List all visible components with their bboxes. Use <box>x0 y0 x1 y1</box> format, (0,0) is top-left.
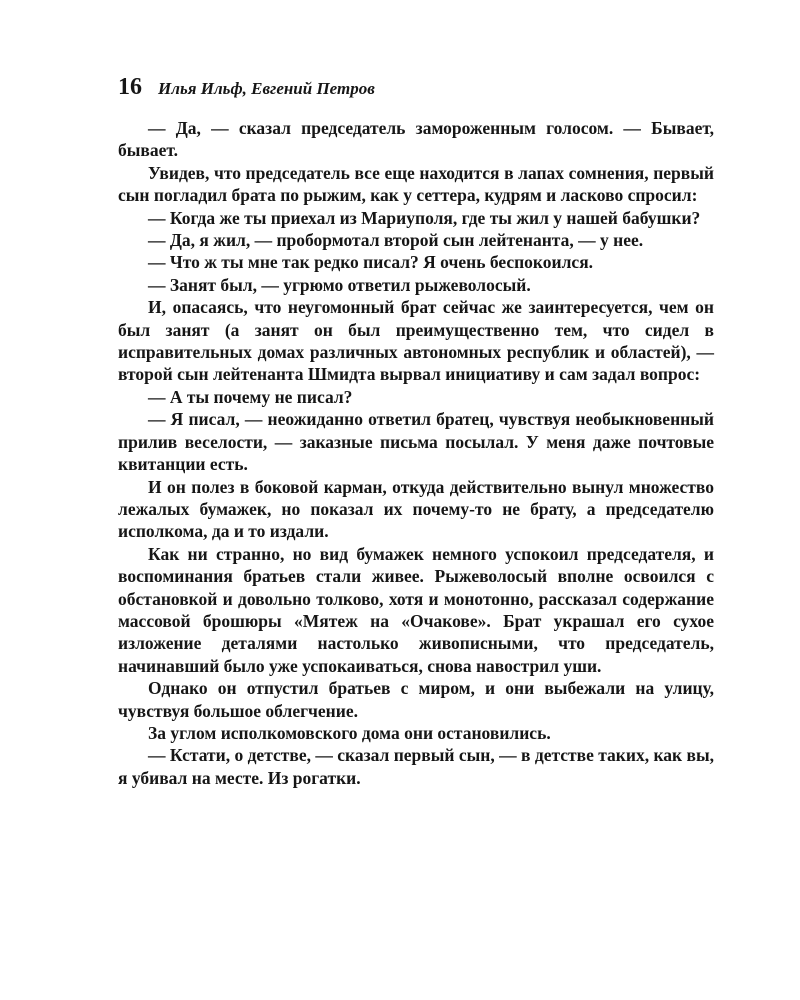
paragraph: — А ты почему не писал? <box>148 386 353 407</box>
paragraph: — Кстати, о детстве, — сказал первый сын, — в детстве таких, как вы, я убивал на месте. Из рогатки. <box>118 745 714 788</box>
paragraph: — Я писал, — неожиданно ответил братец, чувствуя необыкновенный прилив веселости, — заказные письма посылал. У меня даже почтовые квитанции есть. <box>118 409 714 475</box>
paragraph: — Что ж ты мне так редко писал? Я очень беспокоился. <box>148 252 594 273</box>
page-header <box>118 74 375 104</box>
running-title: Илья Ильф, Евгений Петров <box>158 79 375 98</box>
paragraph: Как ни странно, но вид бумажек немного успокоил председателя, и воспоминания братьев стали живее. Рыжеволосый вполне освоился с обстановкой и довольно толково, хотя и монотонно, рассказал содержание массовой брошюры «Мятеж на «Очакове». Брат украшал его сухое изложение деталями настолько живописными, что председатель, начинавший было уже успокаиваться, снова навострил уши. <box>118 543 714 676</box>
paragraph: — Когда же ты приехал из Мариуполя, где ты жил у нашей бабушки? <box>148 207 701 228</box>
paragraph: И он полез в боковой карман, откуда действительно вынул множество лежалых бумажек, но показал их почему-то не брату, а председателю исполкома, да и то издали. <box>118 476 714 542</box>
body-text <box>118 117 714 789</box>
paragraph: За углом исполкомовского дома они остановились. <box>148 722 551 743</box>
paragraph: — Да, — сказал председатель замороженным голосом. — Бывает, бывает. <box>118 118 714 161</box>
paragraph: И, опасаясь, что неугомонный брат сейчас же заинтересуется, чем он был занят (а занят он был преимущественно тем, что сидел в исправительных домах различных автономных республик и областей), — второй сын лейтенанта Шмидта вырвал инициативу и сам задал вопрос: <box>118 297 714 385</box>
paragraph: — Да, я жил, — пробормотал второй сын лейтенанта, — у нее. <box>148 230 644 251</box>
page-number: 16 <box>118 74 142 100</box>
paragraph: Однако он отпустил братьев с миром, и они выбежали на улицу, чувствуя большое облегчение. <box>118 678 714 721</box>
paragraph: Увидев, что председатель все еще находится в лапах сомнения, первый сын погладил брата по рыжим, как у сеттера, кудрям и ласково спросил: <box>118 162 714 206</box>
paragraph: — Занят был, — угрюмо ответил рыжеволосый. <box>148 274 531 295</box>
